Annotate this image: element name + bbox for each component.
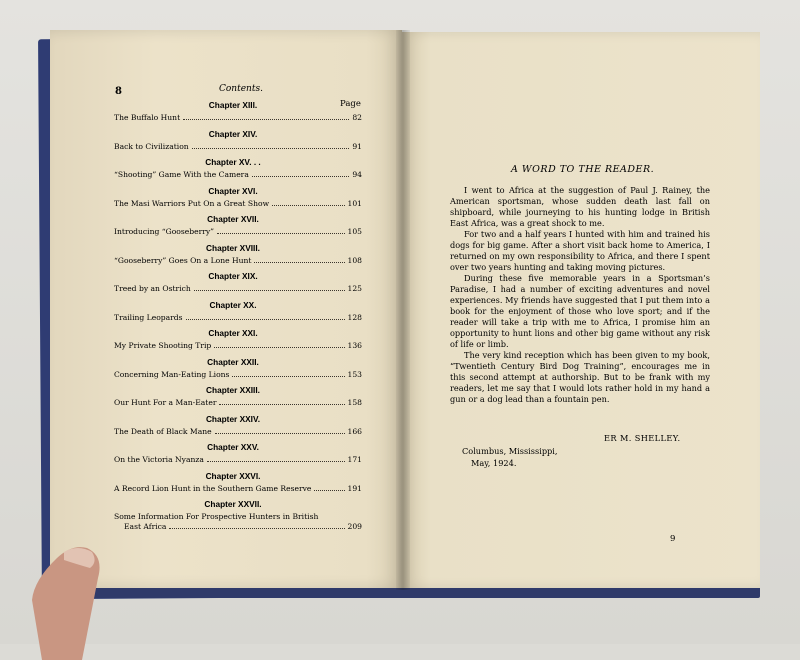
chapter-page: 105 xyxy=(347,227,362,236)
chapter-title: Treed by an Ostrich xyxy=(114,284,191,293)
table-of-contents xyxy=(114,100,362,539)
chapter-page: 166 xyxy=(347,426,362,436)
chapter-number: Chapter XVII. xyxy=(207,214,259,224)
chapter-title: Our Hunt For a Man-Eater xyxy=(114,398,217,407)
leader-dots xyxy=(252,176,349,177)
toc-entry xyxy=(114,186,362,215)
leader-dots xyxy=(186,319,345,320)
leader-dots xyxy=(219,404,344,405)
chapter-page: 136 xyxy=(347,341,362,350)
chapter-title: “Gooseberry” Goes On a Lone Hunt xyxy=(114,255,252,265)
chapter-number: Chapter XIX. xyxy=(208,271,258,281)
chapter-page: 94 xyxy=(352,170,362,179)
chapter-number: Chapter XXVII. xyxy=(204,499,262,509)
leader-dots xyxy=(183,119,349,120)
chapter-title: On the Victoria Nyanza xyxy=(114,455,204,464)
toc-entry xyxy=(114,499,362,539)
chapter-number: Chapter XX. xyxy=(209,299,257,310)
chapter-title: Introducing “Gooseberry” xyxy=(114,227,215,236)
chapter-number: Chapter XIII. xyxy=(208,100,258,110)
page-column-header: Page xyxy=(340,99,361,109)
chapter-title-continued: East Africa xyxy=(124,522,167,531)
thumb xyxy=(12,540,112,660)
book-spine xyxy=(396,30,410,590)
chapter-number: Chapter XXVI. xyxy=(205,470,261,481)
toc-entry xyxy=(114,414,362,443)
chapter-page: 209 xyxy=(347,522,362,531)
leader-dots xyxy=(214,347,344,348)
toc-entry xyxy=(114,328,362,357)
chapter-title: Trailing Leopards xyxy=(114,312,183,322)
chapter-title: Back to Civilization xyxy=(114,141,189,151)
toc-entry xyxy=(114,243,362,272)
reader-note-title: A WORD TO THE READER. xyxy=(511,164,655,175)
leader-dots xyxy=(314,490,344,491)
leader-dots xyxy=(272,205,344,206)
chapter-title: The Death of Black Mane xyxy=(114,426,212,436)
toc-entry xyxy=(114,157,362,186)
chapter-title: Some Information For Prospective Hunters in British xyxy=(114,512,319,521)
chapter-page: 101 xyxy=(347,198,362,208)
toc-entry xyxy=(114,385,362,414)
left-page-number: 8 xyxy=(115,86,122,97)
toc-entry xyxy=(114,442,362,471)
chapter-page: 82 xyxy=(352,113,362,122)
toc-entry xyxy=(114,214,362,243)
leader-dots xyxy=(215,433,345,434)
paragraph: I went to Africa at the suggestion of Paul J. Rainey, the American sportsman, whose sudden death last fall on shipboard, while journeying to his hunting lodge in British East Africa, was a great shock to me. xyxy=(450,185,710,228)
reader-note-body xyxy=(450,185,710,405)
chapter-page: 91 xyxy=(352,141,362,151)
paragraph: The very kind reception which has been given to my book, “Twentieth Century Bird Dog Training”, encourages me in this second attempt at authorship. But to be frank with my readers, let me say that I would lots rather hold in my hand a gun or a dog lead than a fountain pen. xyxy=(450,350,710,404)
toc-entry xyxy=(114,100,362,129)
chapter-number: Chapter XXII. xyxy=(207,356,259,367)
toc-entry xyxy=(114,300,362,329)
author-signature: ER M. SHELLEY. xyxy=(604,433,681,443)
leader-dots xyxy=(192,148,350,149)
chapter-title: The Buffalo Hunt xyxy=(114,113,181,122)
toc-entry xyxy=(114,357,362,386)
chapter-title: A Record Lion Hunt in the Southern Game Reserve xyxy=(114,483,312,493)
toc-entry xyxy=(114,271,362,300)
chapter-title: The Masi Warriors Put On a Great Show xyxy=(114,198,270,208)
chapter-page: 191 xyxy=(347,483,362,493)
chapter-page: 128 xyxy=(347,312,362,322)
date-line: May, 1924. xyxy=(471,458,517,468)
chapter-page: 171 xyxy=(347,455,362,464)
chapter-number: Chapter XIV. xyxy=(208,128,258,139)
chapter-number: Chapter XXV. xyxy=(207,442,259,452)
toc-entry xyxy=(114,129,362,158)
chapter-title: Concerning Man-Eating Lions xyxy=(114,369,230,379)
paragraph: For two and a half years I hunted with him and trained his dogs for big game. After a short visit back home to America, I returned on my own responsibility to Africa, and there I spent over two years hunting and taking moving pictures. xyxy=(450,229,710,272)
chapter-number: Chapter XVIII. xyxy=(206,242,260,253)
chapter-page: 158 xyxy=(347,398,362,407)
leader-dots xyxy=(217,233,344,234)
chapter-title: “Shooting” Game With the Camera xyxy=(114,170,249,179)
chapter-page: 153 xyxy=(347,369,362,379)
chapter-number: Chapter XXI. xyxy=(208,328,258,338)
leader-dots xyxy=(254,262,344,263)
place-line: Columbus, Mississippi, xyxy=(462,446,558,456)
contents-heading: Contents. xyxy=(219,84,263,94)
chapter-page: 125 xyxy=(347,284,362,293)
chapter-page: 108 xyxy=(347,255,362,265)
chapter-number: Chapter XXIII. xyxy=(206,385,260,395)
chapter-number: Chapter XVI. xyxy=(208,185,258,196)
toc-entry xyxy=(114,471,362,500)
chapter-number: Chapter XV. . . xyxy=(205,157,261,167)
leader-dots xyxy=(207,461,345,462)
leader-dots xyxy=(232,376,344,377)
leader-dots xyxy=(194,290,345,291)
chapter-number: Chapter XXIV. xyxy=(205,413,261,424)
paragraph: During these five memorable years in a Sportsman’s Paradise, I had a number of exciting adventures and novel experiences. My friends have suggested that I put them into a book for the enjoyment of those who love sport; and if the reader will take a trip with me to Africa, I promise him an opportunity to hunt lions and other big game without any risk of life or limb. xyxy=(450,273,710,349)
leader-dots xyxy=(169,528,344,529)
chapter-title: My Private Shooting Trip xyxy=(114,341,212,350)
right-page-number: 9 xyxy=(670,534,676,544)
